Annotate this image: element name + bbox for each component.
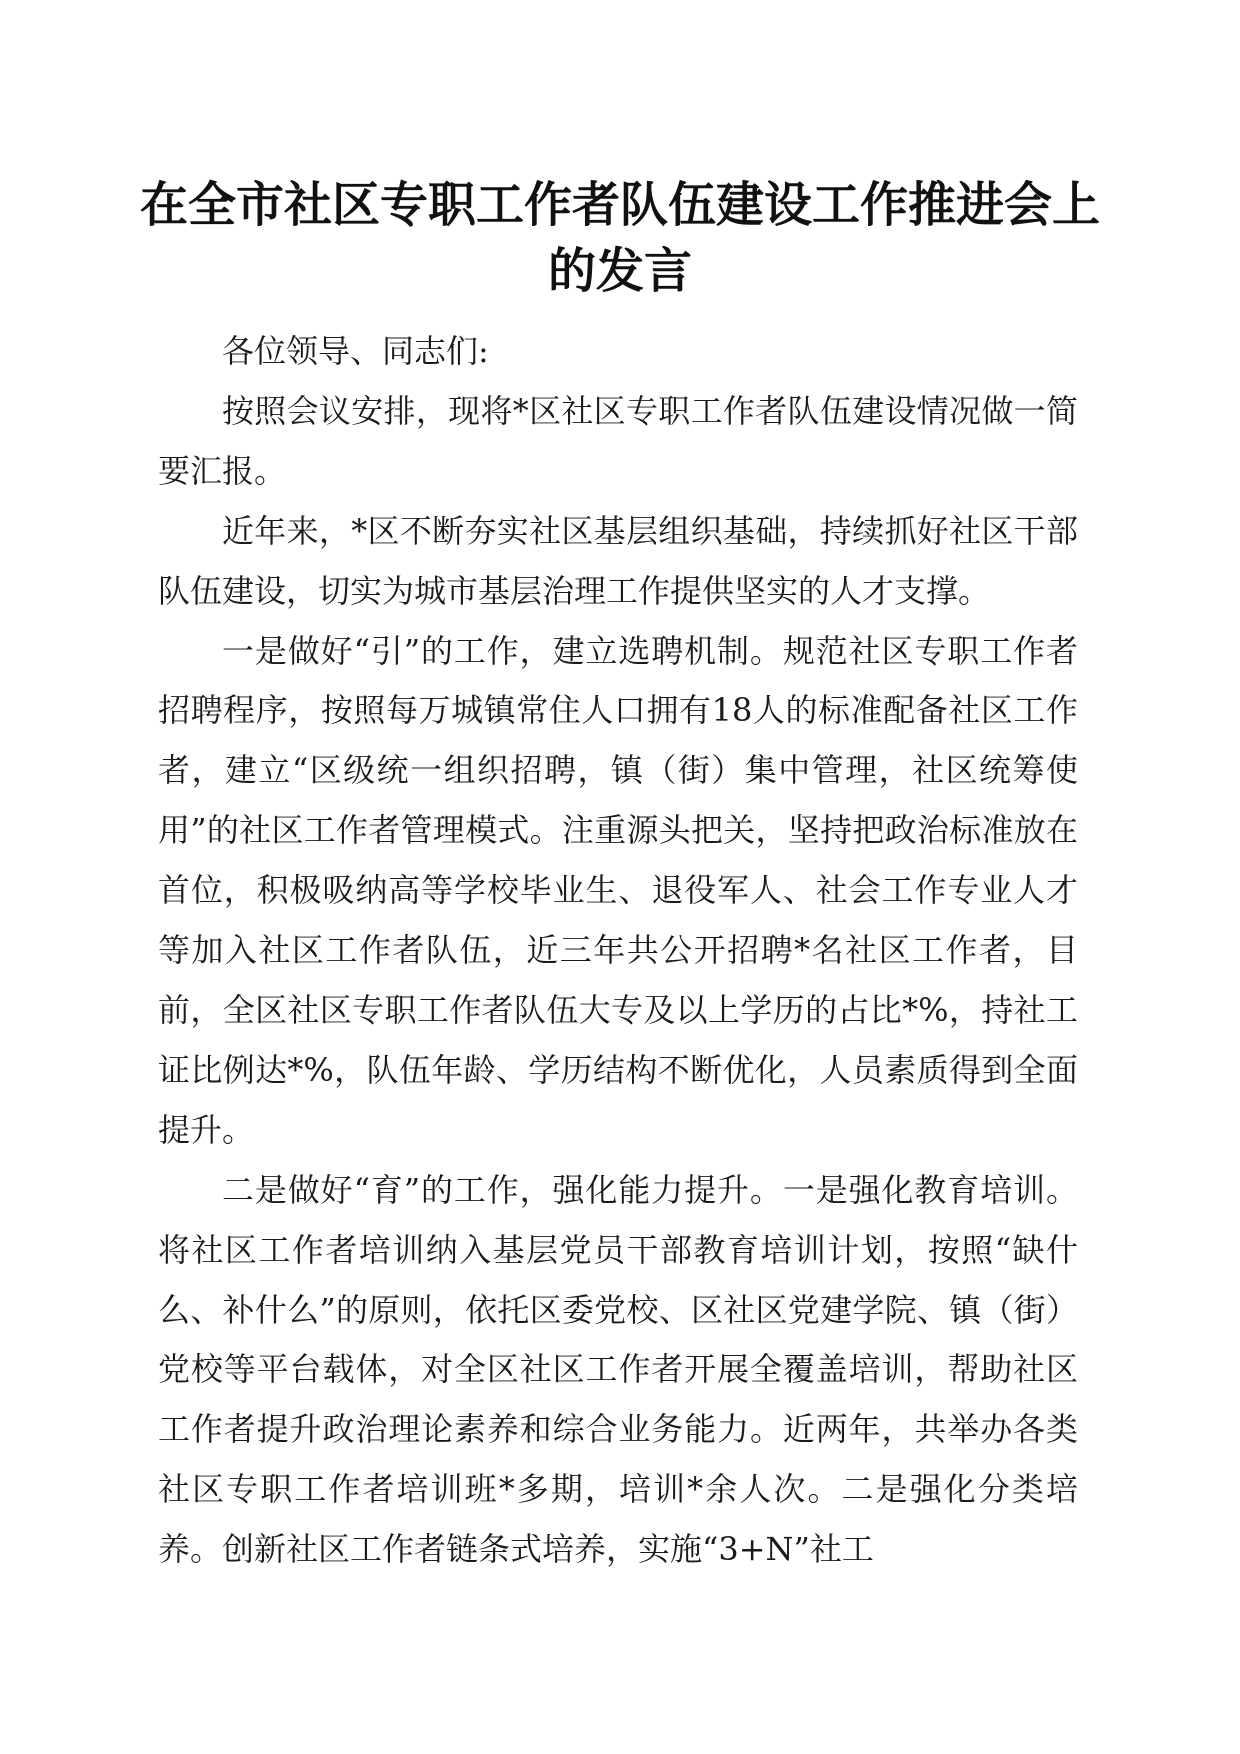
salutation: 各位领导、同志们: (222, 332, 489, 370)
title-line-2: 的发言 (547, 243, 692, 299)
document-title (120, 172, 1120, 304)
paragraph: 按照会议安排，现将*区社区专职工作者队伍建设情况做一简要汇报。 (158, 391, 1078, 490)
paragraph: 一是做好“引”的工作，建立选聘机制。规范社区专职工作者招聘程序，按照每万城镇常住人口拥有18人的标准配备社区工作者，建立“区级统一组织招聘，镇（街）集中管理，社区统筹使用”的社区工作者管理模式。注重源头把关，坚持把政治标准放在首位，积极吸纳高等学校毕业生、退役军人、社会工作专业人才等加入社区工作者队伍，近三年共公开招聘*名社区工作者，目前，全区社区专职工作者队伍大专及以上学历的占比*%，持社工证比例达*%，队伍年龄、学历结构不断优化，人员素质得到全面提升。 (158, 631, 1078, 1149)
title-line-1: 在全市社区专职工作者队伍建设工作推进会上 (139, 177, 1100, 233)
paragraph: 近年来，*区不断夯实社区基层组织基础，持续抓好社区干部队伍建设，切实为城市基层治理工作提供坚实的人才支撑。 (158, 511, 1078, 610)
paragraph: 二是做好“育”的工作，强化能力提升。一是强化教育培训。将社区工作者培训纳入基层党员干部教育培训计划，按照“缺什么、补什么”的原则，依托区委党校、区社区党建学院、镇（街）党校等平台载体，对全区社区工作者开展全覆盖培训，帮助社区工作者提升政治理论素养和综合业务能力。近两年，共举办各类社区专职工作者培训班*多期，培训*余人次。二是强化分类培养。创新社区工作者链条式培养，实施“3+N”社工 (158, 1170, 1078, 1569)
document-body (158, 322, 1078, 1580)
